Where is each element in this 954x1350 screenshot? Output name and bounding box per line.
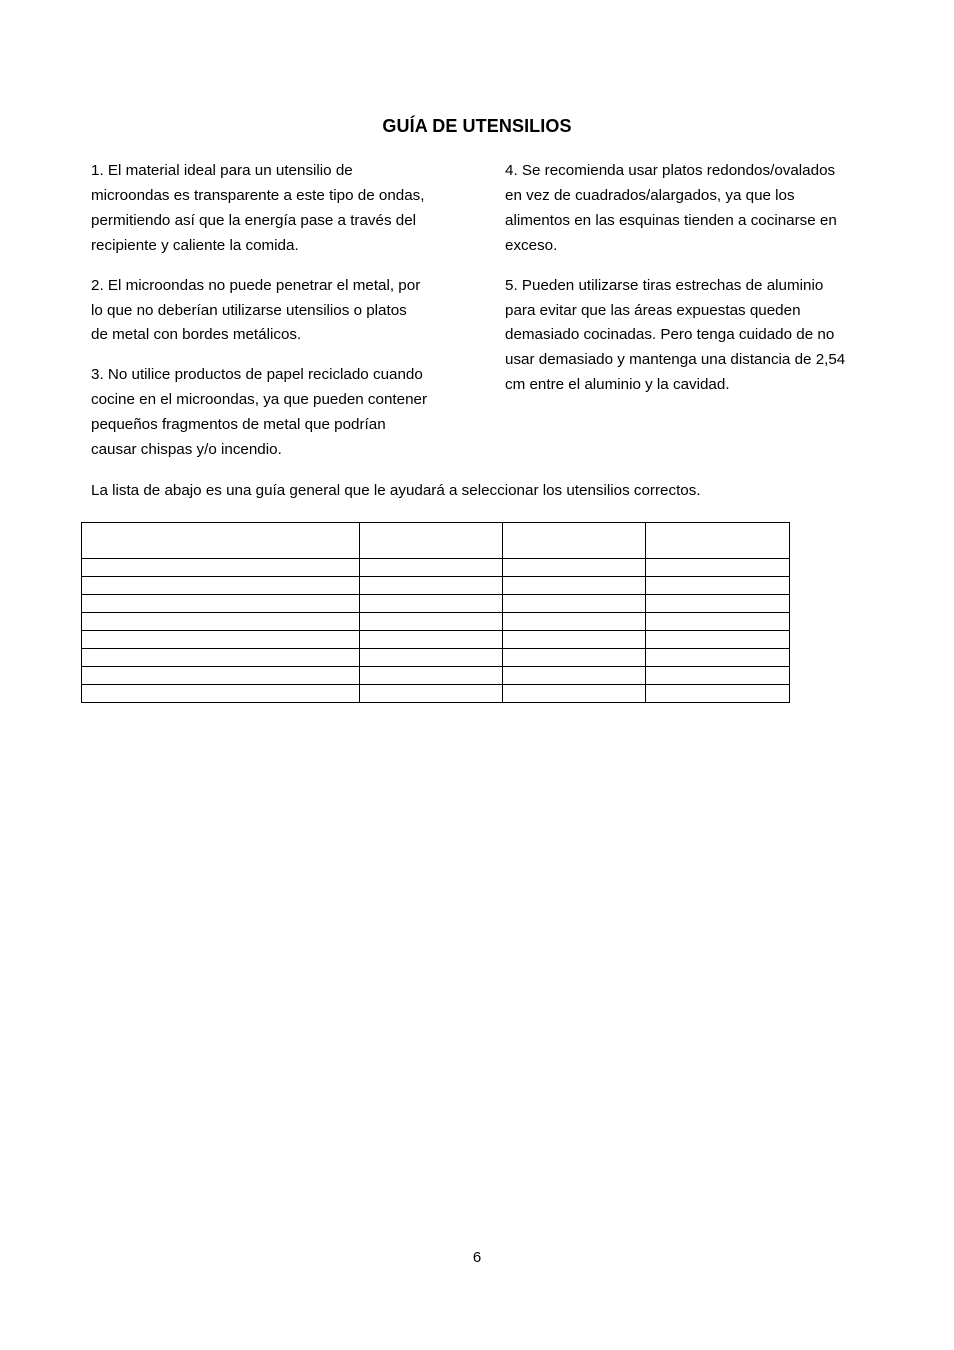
table-row bbox=[82, 667, 790, 685]
table-cell bbox=[646, 595, 790, 613]
table-cell bbox=[646, 613, 790, 631]
utensil-table bbox=[81, 522, 790, 703]
right-column bbox=[505, 159, 870, 413]
table-cell bbox=[360, 685, 503, 703]
table-cell bbox=[82, 667, 360, 685]
table-cell bbox=[360, 577, 503, 595]
table-cell bbox=[360, 649, 503, 667]
table-cell bbox=[360, 631, 503, 649]
table-cell bbox=[503, 577, 646, 595]
table-header-cell bbox=[503, 523, 646, 559]
table-cell bbox=[646, 667, 790, 685]
table-row bbox=[82, 685, 790, 703]
guide-item-2: 2. El microondas no puede penetrar el metal, por lo que no deberían utilizarse utensilios o platos de metal con bordes metálicos. bbox=[91, 276, 421, 344]
guide-item-5: 5. Pueden utilizarse tiras estrechas de aluminio para evitar que las áreas expuestas queden demasiado cocinadas. Pero tenga cuidado de no usar demasiado y mantenga una distancia de 2,54 cm entre el aluminio y la cavidad. bbox=[505, 276, 846, 394]
table-cell bbox=[503, 667, 646, 685]
table-cell bbox=[503, 631, 646, 649]
table-cell bbox=[82, 559, 360, 577]
table-cell bbox=[503, 595, 646, 613]
table-cell bbox=[646, 577, 790, 595]
table-cell bbox=[503, 559, 646, 577]
table-row bbox=[82, 559, 790, 577]
guide-item-3: 3. No utilice productos de papel reciclado cuando cocine en el microondas, ya que pueden contener pequeños fragmentos de metal que podrían causar chispas y/o incendio. bbox=[91, 366, 428, 459]
table-cell bbox=[82, 685, 360, 703]
table-header-cell bbox=[646, 523, 790, 559]
table-cell bbox=[82, 577, 360, 595]
guide-item-1: 1. El material ideal para un utensilio de microondas es transparente a este tipo de ondas, permitiendo así que la energía pase a través del recipiente y caliente la comida. bbox=[91, 162, 425, 254]
table-header-cell bbox=[360, 523, 503, 559]
table-cell bbox=[646, 685, 790, 703]
table-cell bbox=[82, 595, 360, 613]
table-cell bbox=[646, 559, 790, 577]
table-header-row bbox=[82, 523, 790, 559]
table-row bbox=[82, 649, 790, 667]
table-row bbox=[82, 577, 790, 595]
table-row bbox=[82, 631, 790, 649]
table-cell bbox=[82, 649, 360, 667]
table-cell bbox=[82, 613, 360, 631]
left-column bbox=[91, 159, 456, 478]
table-cell bbox=[503, 685, 646, 703]
table-intro: La lista de abajo es una guía general que le ayudará a seleccionar los utensilios correctos. bbox=[91, 482, 701, 499]
guide-item-4: 4. Se recomienda usar platos redondos/ovalados en vez de cuadrados/alargados, ya que los alimentos en las esquinas tienden a cocinarse en exceso. bbox=[505, 162, 837, 254]
page-title: GUÍA DE UTENSILIOS bbox=[382, 116, 572, 136]
table-cell bbox=[360, 595, 503, 613]
table-cell bbox=[503, 613, 646, 631]
page-number: 6 bbox=[472, 1249, 482, 1266]
table-cell bbox=[646, 631, 790, 649]
table-cell bbox=[360, 559, 503, 577]
table-row bbox=[82, 613, 790, 631]
table-cell bbox=[503, 649, 646, 667]
table-cell bbox=[360, 667, 503, 685]
table-cell bbox=[360, 613, 503, 631]
table-cell bbox=[82, 631, 360, 649]
table-header-cell bbox=[82, 523, 360, 559]
table-row bbox=[82, 595, 790, 613]
table-cell bbox=[646, 649, 790, 667]
